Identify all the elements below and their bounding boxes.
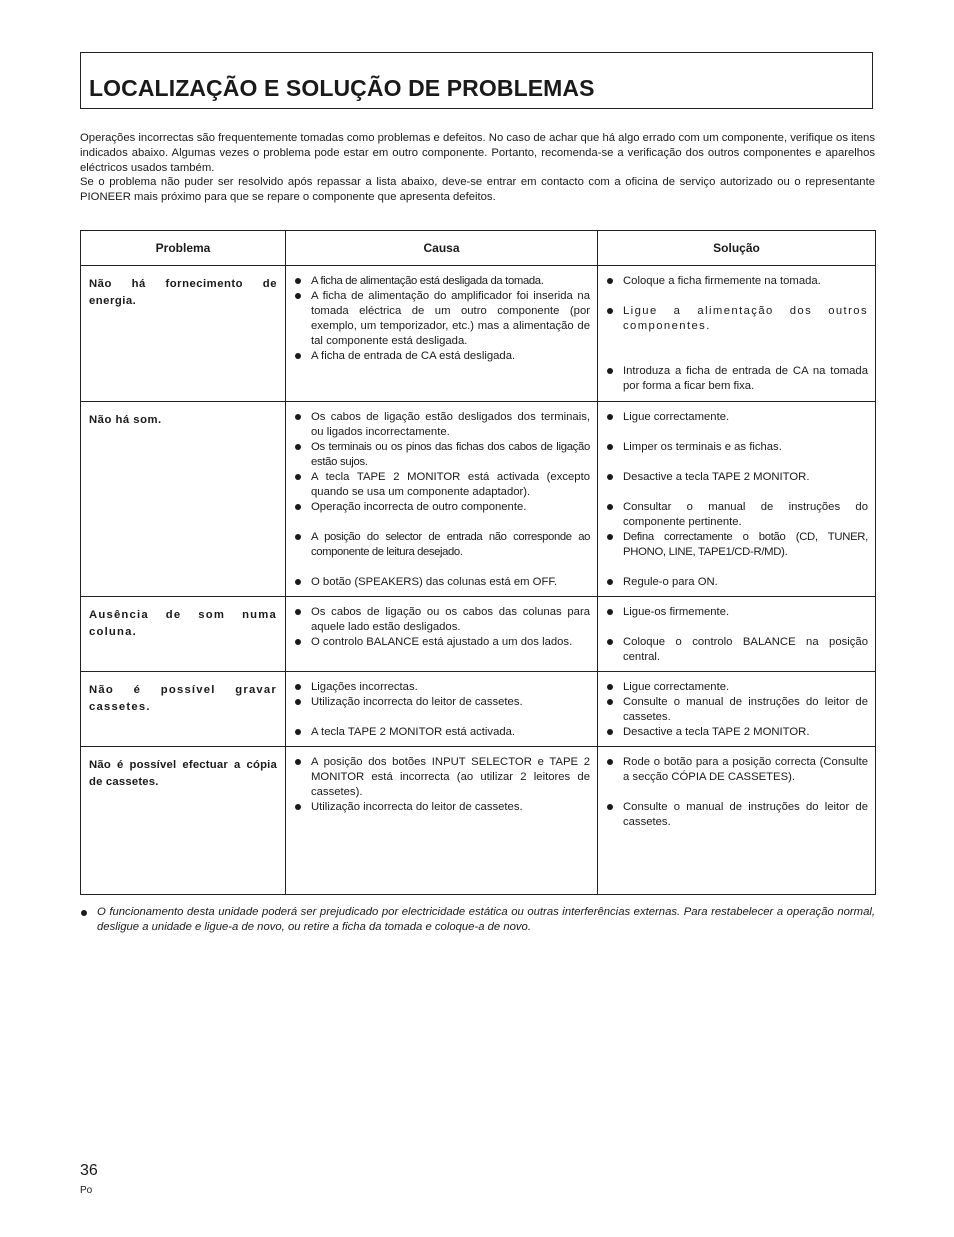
cause-item: Os cabos de ligação ou os cabos das colunas para aquele lado estão desligados. xyxy=(293,605,590,635)
cause-item: A ficha de entrada de CA está desligada. xyxy=(293,349,590,364)
solution-item: Ligue a alimentação dos outros componentes. xyxy=(605,304,868,334)
solution-item: Consultar o manual de instruções do componente pertinente. xyxy=(605,500,868,530)
solution-item: Regule-o para ON. xyxy=(605,575,868,590)
intro-paragraph-2: Se o problema não puder ser resolvido após repassar a lista abaixo, deve-se entrar em contacto com a oficina de serviço autorizado ou o representante PIONEER mais próximo para que se repare o componente que apresenta defeitos. xyxy=(80,176,875,204)
cause-cell xyxy=(286,402,598,597)
cause-item: Os terminais ou os pinos das fichas dos cabos de ligação estão sujos. xyxy=(293,440,590,470)
solution-cell xyxy=(598,672,876,747)
cause-item: A tecla TAPE 2 MONITOR está activada. xyxy=(293,725,590,740)
cause-item: Utilização incorrecta do leitor de cassetes. xyxy=(293,800,590,815)
problem-cell: Não é possível gravar cassetes. xyxy=(81,672,286,747)
cause-item: Ligações incorrectas. xyxy=(293,680,590,695)
problem-cell: Não há som. xyxy=(81,402,286,597)
title-box xyxy=(80,52,873,109)
solution-cell xyxy=(598,747,876,895)
intro-paragraph-1: Operações incorrectas são frequentemente tomadas como problemas e defeitos. No caso de achar que há algo errado com um componente, verifique os itens indicados abaixo. Algumas vezes o problema pode estar em outro componente. Portanto, recomenda-se a verificação dos outros componentes e aparelhos eléctricos usados também. xyxy=(80,132,875,174)
solution-item: Ligue correctamente. xyxy=(605,410,868,425)
cause-cell xyxy=(286,597,598,672)
intro-text xyxy=(80,131,875,205)
troubleshooting-table xyxy=(80,230,876,895)
cause-item: Operação incorrecta de outro componente. xyxy=(293,500,590,515)
cause-item: Os cabos de ligação estão desligados dos terminais, ou ligados incorrectamente. xyxy=(293,410,590,440)
header-problem: Problema xyxy=(81,231,286,266)
solution-item: Introduza a ficha de entrada de CA na tomada por forma a ficar bem fixa. xyxy=(605,364,868,394)
table-header-row xyxy=(81,231,876,266)
solution-cell xyxy=(598,266,876,402)
table-row xyxy=(81,672,876,747)
cause-item: A ficha de alimentação do amplificador foi inserida na tomada eléctrica de um outro componente (por exemplo, um temporizador, etc.) mas a alimentação de tal componente está desligada. xyxy=(293,289,590,349)
page-language-code: Po xyxy=(80,1185,93,1196)
cause-item: A posição do selector de entrada não corresponde ao componente de leitura desejado. xyxy=(293,530,590,560)
cause-cell xyxy=(286,266,598,402)
cause-cell xyxy=(286,747,598,895)
cause-cell xyxy=(286,672,598,747)
page-number: 36 xyxy=(80,1162,98,1179)
cause-item: O botão (SPEAKERS) das colunas está em OFF. xyxy=(293,575,590,590)
solution-item: Ligue correctamente. xyxy=(605,680,868,695)
table-row xyxy=(81,747,876,895)
problem-cell: Não há fornecimento de energia. xyxy=(81,266,286,402)
page-title: LOCALIZAÇÃO E SOLUÇÃO DE PROBLEMAS xyxy=(89,75,595,101)
solution-item: Ligue-os firmemente. xyxy=(605,605,868,620)
cause-item: A posição dos botões INPUT SELECTOR e TAPE 2 MONITOR está incorrecta (ao utilizar 2 leitores de cassetes). xyxy=(293,755,590,800)
footnote-text: O funcionamento desta unidade poderá ser prejudicado por electricidade estática ou outras interferências externas. Para restabelecer a operação normal, desligue a unidade e ligue-a de novo, ou retire a ficha da tomada e coloque-a de novo. xyxy=(97,906,875,933)
footnote xyxy=(80,905,875,935)
problem-cell: Não é possível efectuar a cópia de cassetes. xyxy=(81,747,286,895)
solution-item: Defina correctamente o botão (CD, TUNER, PHONO, LINE, TAPE1/CD-R/MD). xyxy=(605,530,868,560)
solution-item: Limper os terminais e as fichas. xyxy=(605,440,868,455)
solution-item: Desactive a tecla TAPE 2 MONITOR. xyxy=(605,470,868,485)
solution-cell xyxy=(598,402,876,597)
cause-item: A ficha de alimentação está desligada da tomada. xyxy=(293,274,590,289)
solution-item: Consulte o manual de instruções do leitor de cassetes. xyxy=(605,695,868,725)
solution-item: Coloque a ficha firmemente na tomada. xyxy=(605,274,868,289)
table-row xyxy=(81,402,876,597)
problem-cell: Ausência de som numa coluna. xyxy=(81,597,286,672)
cause-item: O controlo BALANCE está ajustado a um dos lados. xyxy=(293,635,590,650)
table-row xyxy=(81,266,876,402)
solution-cell xyxy=(598,597,876,672)
solution-item: Consulte o manual de instruções do leitor de cassetes. xyxy=(605,800,868,830)
table-row xyxy=(81,597,876,672)
header-solution: Solução xyxy=(598,231,876,266)
bullet-icon xyxy=(81,910,87,916)
solution-item: Coloque o controlo BALANCE na posição central. xyxy=(605,635,868,665)
header-cause: Causa xyxy=(286,231,598,266)
solution-item: Desactive a tecla TAPE 2 MONITOR. xyxy=(605,725,868,740)
cause-item: Utilização incorrecta do leitor de cassetes. xyxy=(293,695,590,710)
solution-item: Rode o botão para a posição correcta (Consulte a secção CÓPIA DE CASSETES). xyxy=(605,755,868,785)
cause-item: A tecla TAPE 2 MONITOR está activada (excepto quando se usa um componente adaptador). xyxy=(293,470,590,500)
